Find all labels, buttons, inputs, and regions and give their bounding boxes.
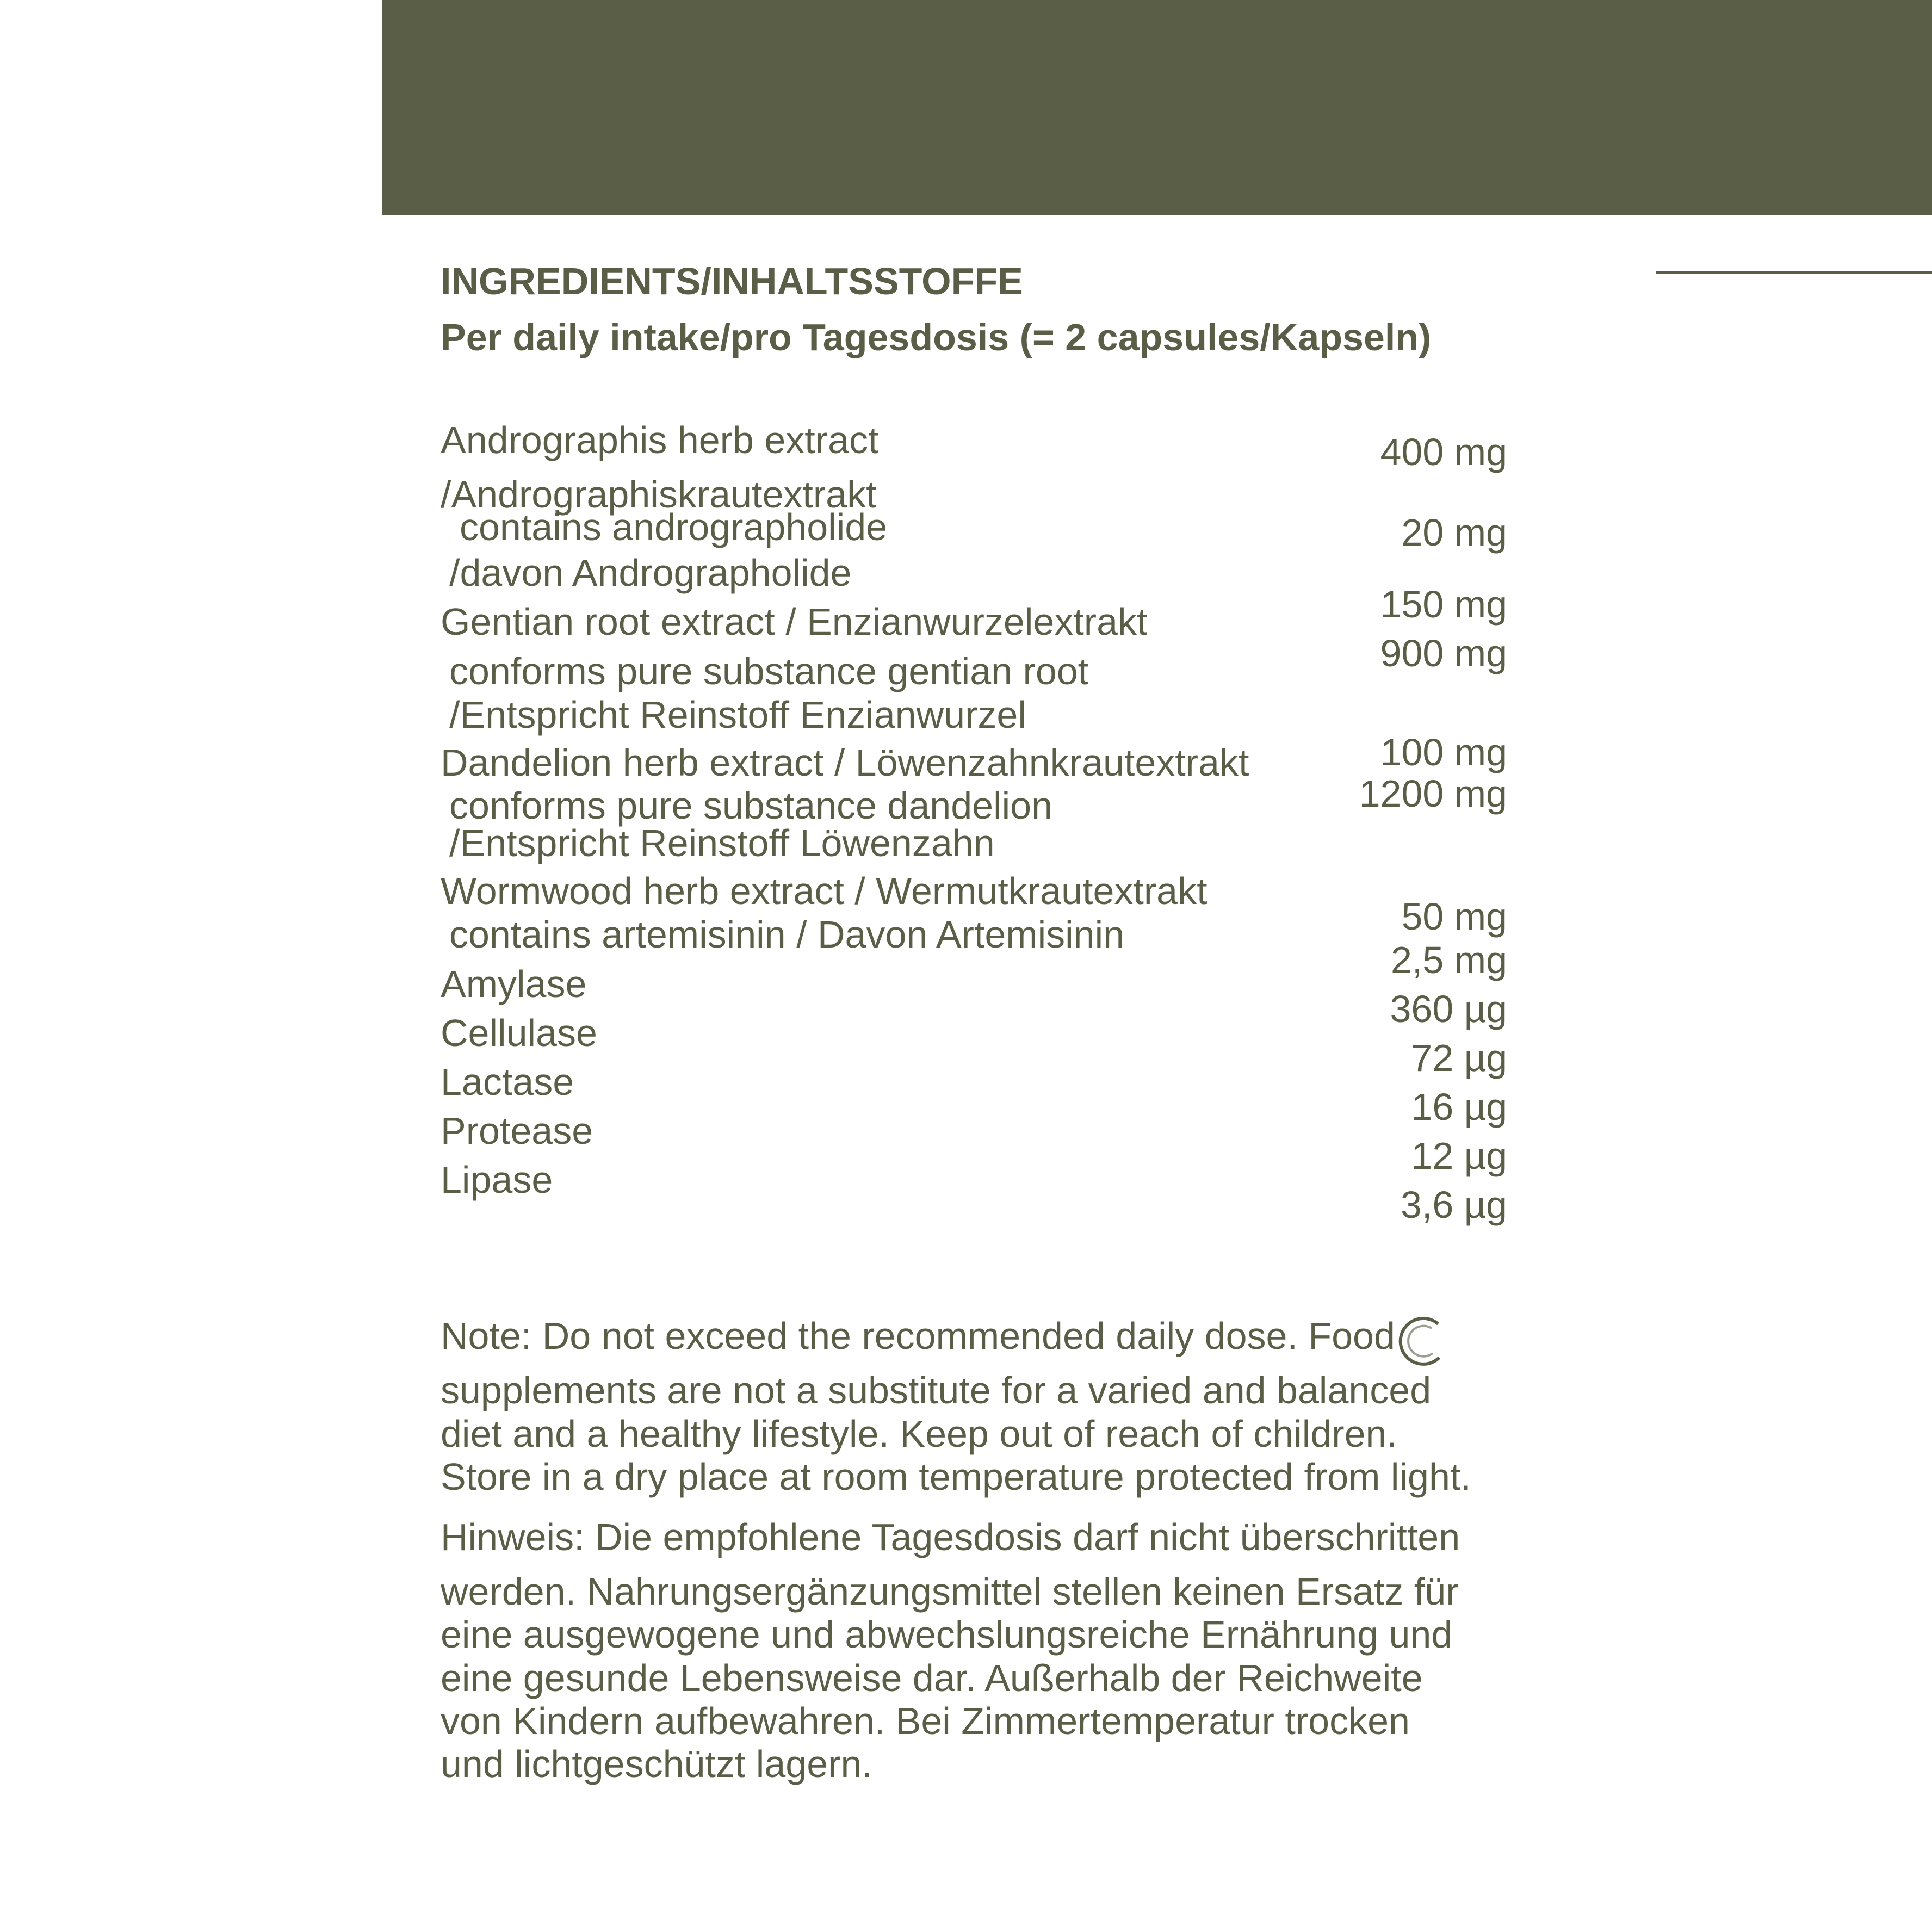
ingredient-line: /Entspricht Reinstoff Löwenzahn xyxy=(449,822,995,864)
ingredient-line: Protease xyxy=(441,1110,593,1152)
amount-value: 20 mg xyxy=(1401,511,1507,554)
ingredients-heading: INGREDIENTS/INHALTSSTOFFE xyxy=(441,260,1023,302)
note-line-en: Note: Do not exceed the recommended daily dose. Food xyxy=(441,1315,1395,1357)
ingredient-line: Gentian root extract / Enzianwurzelextrakt xyxy=(441,600,1148,643)
note-line-en: diet and a healthy lifestyle. Keep out of reach of children. xyxy=(441,1413,1397,1455)
daily-intake-subheading: Per daily intake/pro Tagesdosis (= 2 capsules/Kapseln) xyxy=(441,316,1432,358)
ingredient-line: Andrographis herb extract xyxy=(441,419,879,461)
amount-value: 72 µg xyxy=(1411,1037,1507,1079)
ingredient-line: contains artemisinin / Davon Artemisinin xyxy=(449,913,1125,956)
circle-mark-icon xyxy=(1396,1312,1452,1369)
header-color-band xyxy=(382,0,1932,215)
ingredient-line: contains andrographolide xyxy=(460,506,888,548)
ingredient-line: /davon Andrographolide xyxy=(449,552,852,594)
ingredient-line: Dandelion herb extract / Löwenzahnkrautextrakt xyxy=(441,741,1249,784)
note-line-en: supplements are not a substitute for a varied and balanced xyxy=(441,1369,1432,1411)
amount-value: 400 mg xyxy=(1380,431,1507,473)
ingredient-line: conforms pure substance gentian root xyxy=(449,650,1089,692)
amount-value: 16 µg xyxy=(1411,1086,1507,1128)
ingredient-line: Cellulase xyxy=(441,1012,597,1054)
note-line-de: und lichtgeschützt lagern. xyxy=(441,1743,872,1785)
ingredient-line: Lactase xyxy=(441,1061,574,1103)
amount-value: 50 mg xyxy=(1401,895,1507,938)
ingredient-line: /Andrographiskrautextrakt xyxy=(441,473,877,516)
amount-value: 100 mg xyxy=(1380,731,1507,773)
note-line-de: von Kindern aufbewahren. Bei Zimmertemperatur trocken xyxy=(441,1700,1410,1742)
ingredient-line: conforms pure substance dandelion xyxy=(449,784,1053,827)
note-line-en: Store in a dry place at room temperature protected from light. xyxy=(441,1456,1471,1498)
amount-value: 900 mg xyxy=(1380,632,1507,674)
ingredient-line: /Entspricht Reinstoff Enzianwurzel xyxy=(449,693,1026,736)
amount-value: 360 µg xyxy=(1390,988,1507,1030)
amount-value: 150 mg xyxy=(1380,583,1507,626)
divider-line xyxy=(1656,271,1932,274)
amount-value: 2,5 mg xyxy=(1391,939,1507,981)
amount-value: 3,6 µg xyxy=(1400,1184,1507,1226)
ingredient-line: Amylase xyxy=(441,963,587,1005)
ingredient-line: Lipase xyxy=(441,1159,553,1201)
note-line-de: eine ausgewogene und abwechslungsreiche Ernährung und xyxy=(441,1613,1453,1656)
note-line-de: Hinweis: Die empfohlene Tagesdosis darf nicht überschritten xyxy=(441,1516,1460,1558)
ingredient-line: Wormwood herb extract / Wermutkrautextrakt xyxy=(441,870,1208,912)
note-line-de: werden. Nahrungsergänzungsmittel stellen keinen Ersatz für xyxy=(441,1570,1459,1613)
amount-value: 12 µg xyxy=(1411,1135,1507,1177)
amount-value: 1200 mg xyxy=(1359,772,1507,815)
note-line-de: eine gesunde Lebensweise dar. Außerhalb der Reichweite xyxy=(441,1657,1423,1699)
